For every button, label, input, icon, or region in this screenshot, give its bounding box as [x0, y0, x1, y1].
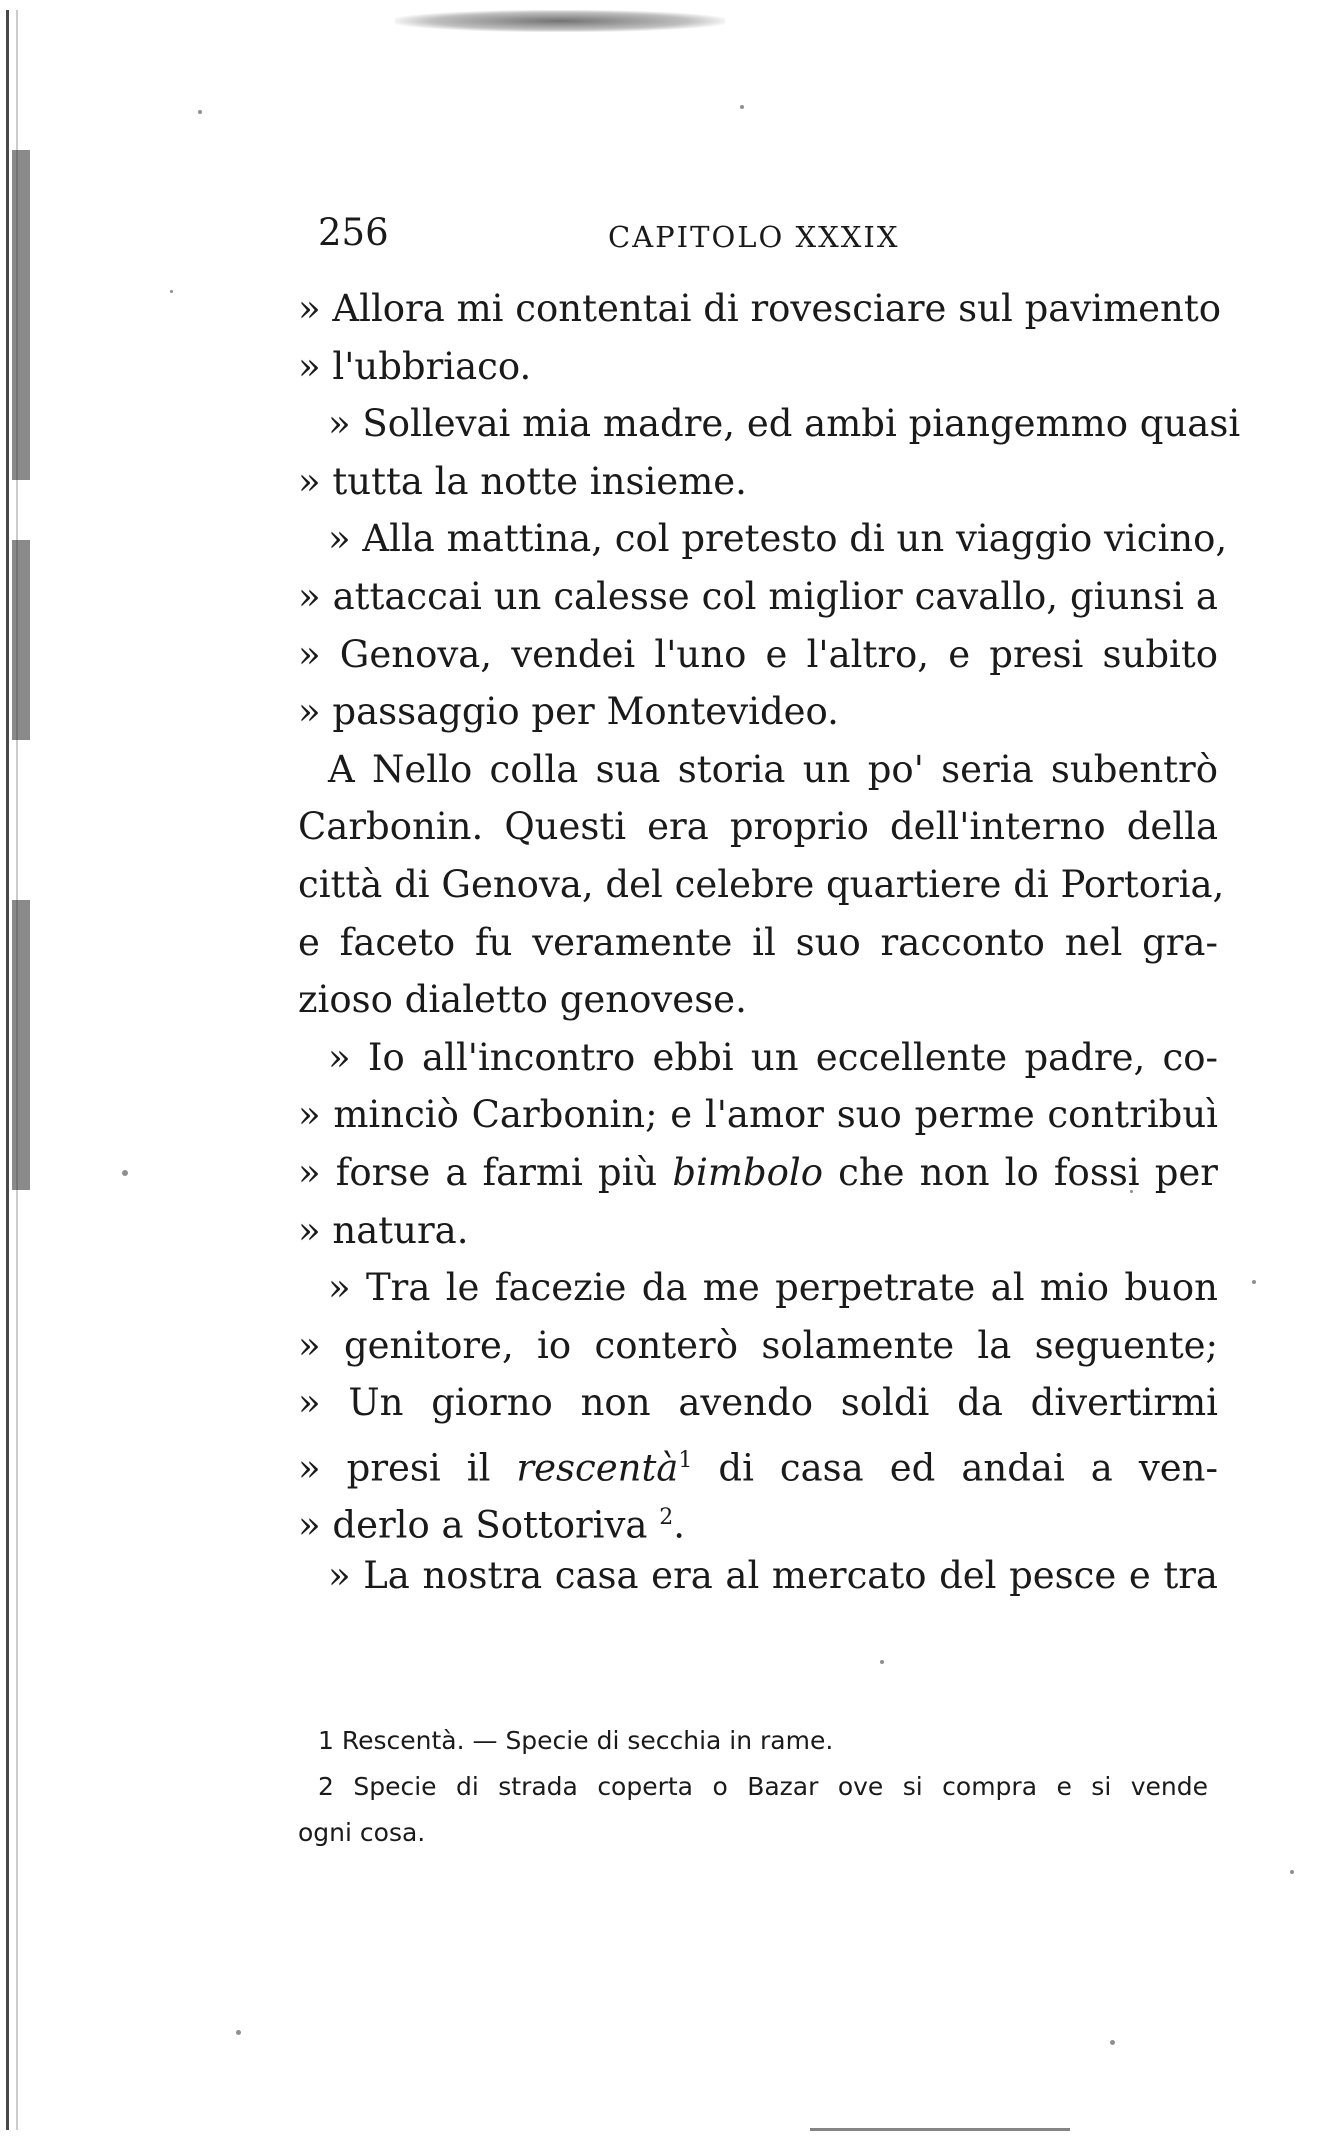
text-line: e faceto fu veramente il suo racconto nel gra- — [298, 920, 1218, 964]
footnote-2: 2 Specie di strada coperta o Bazar ove si compra e si vende — [318, 1772, 1208, 1801]
footnotes — [298, 1718, 1208, 1856]
scan-artifact-line — [810, 2128, 1070, 2131]
text-run: » presi il — [298, 1446, 517, 1490]
text-line: » Io all'incontro ebbi un eccellente padre, co- — [328, 1035, 1218, 1079]
text-line: » l'ubbriaco. — [298, 344, 532, 388]
text-line: » Allora mi contentai di rovesciare sul pavimento — [298, 287, 1222, 330]
text-line: zioso dialetto genovese. — [298, 978, 747, 1022]
text-run: di casa ed andai a ven- — [692, 1446, 1218, 1490]
text-line: » Tra le facezie da me perpetrate al mio buon — [328, 1266, 1218, 1310]
chapter-title: CAPITOLO XXXIX — [608, 220, 900, 254]
text-line: » genitore, io conterò solamente la seguente; — [298, 1323, 1218, 1367]
footnote-2-continuation: ogni cosa. — [298, 1818, 426, 1847]
text-line: » attaccai un calesse col miglior cavallo, giunsi a — [298, 574, 1218, 618]
binding-shadow — [12, 540, 30, 740]
scan-speck — [122, 1170, 128, 1176]
body-text — [298, 280, 1241, 1605]
text-line: » minciò Carbonin; e l'amor suo perme contribuì — [298, 1093, 1218, 1137]
scan-speck — [1290, 1870, 1294, 1874]
text-line — [298, 1144, 1218, 1202]
text-run: . — [673, 1503, 686, 1547]
scan-speck — [236, 2030, 241, 2035]
text-line: città di Genova, del celebre quartiere di Portoria, — [298, 862, 1225, 906]
text-line: » Genova, vendei l'uno e l'altro, e presi subito — [298, 632, 1218, 676]
text-line: A Nello colla sua storia un po' seria subentrò — [328, 747, 1218, 791]
italic-word: rescentà — [516, 1446, 679, 1490]
text-line: » Un giorno non avendo soldi da divertirmi — [298, 1381, 1218, 1425]
text-run: » forse a farmi più — [298, 1150, 673, 1194]
text-line: » tutta la notte insieme. — [298, 459, 747, 503]
footnote-1: 1 Rescentà. — Specie di secchia in rame. — [318, 1726, 834, 1755]
text-line: » passaggio per Montevideo. — [298, 690, 839, 734]
scan-speck — [1110, 2040, 1115, 2045]
running-header — [318, 208, 1218, 258]
text-line: » La nostra casa era al mercato del pesce e tra — [328, 1554, 1218, 1598]
text-line: » Sollevai mia madre, ed ambi piangemmo quasi — [328, 402, 1241, 446]
scan-smudge — [395, 10, 725, 32]
text-run: » derlo a Sottoriva — [298, 1503, 660, 1547]
scan-speck — [880, 1660, 884, 1664]
footnote-ref: 2 — [659, 1505, 674, 1531]
text-line — [298, 1489, 1218, 1547]
binding-shadow — [12, 900, 30, 1190]
scan-speck — [198, 110, 202, 114]
binding-shadow — [12, 150, 30, 480]
text-line — [298, 1432, 1218, 1490]
scan-speck — [1252, 1280, 1256, 1284]
text-run: che non lo fossi per — [823, 1150, 1218, 1194]
text-line: » natura. — [298, 1208, 469, 1252]
scan-speck — [740, 105, 744, 109]
text-line: Carbonin. Questi era proprio dell'interno della — [298, 805, 1218, 849]
scan-speck — [170, 290, 173, 293]
footnote-ref: 1 — [678, 1447, 693, 1473]
text-line: » Alla mattina, col pretesto di un viaggio vicino, — [328, 517, 1228, 561]
page-number: 256 — [318, 211, 389, 254]
italic-word: bimbolo — [672, 1150, 824, 1194]
